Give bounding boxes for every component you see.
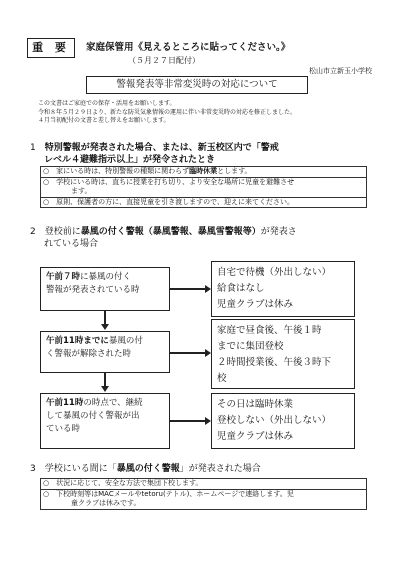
page-title: 警報発表等非常変災時の対応について	[86, 76, 308, 94]
down-arrow-icon	[101, 386, 109, 392]
section1-heading-b: 新玉校区内で「警戒	[197, 143, 279, 153]
case2-result: 家庭で昼食後、午後１時 までに集団登校 ２時間授業後、午後３時下 校	[211, 319, 355, 389]
section3-number: 3	[30, 464, 36, 474]
arrow	[170, 420, 208, 422]
issue-date: （５月２７日配付）	[128, 56, 200, 65]
case2-condition: 午前11時までに暴風の付 く警報が解除された時	[40, 331, 170, 373]
case3-condition: 午前11時の時点で、継続 して暴風の付く警報が出 ている時	[40, 393, 170, 449]
down-line	[104, 373, 106, 387]
section3-bullets	[40, 478, 367, 510]
section1-heading	[30, 142, 279, 166]
down-arrow-icon	[101, 324, 109, 330]
section1-heading-a: 特別警報が発表された場合、または、	[44, 143, 198, 153]
case1-condition: 午前７時に暴風の付く 警報が発表されている時	[40, 267, 170, 311]
section2-number: 2	[30, 227, 36, 237]
important-label: 重 要	[27, 38, 75, 58]
document-title: 家庭保管用《見えるところに貼ってください。》	[86, 42, 291, 53]
list-item: ○ 学校にいる時は、直ちに授業を打ち切り、より安全な場所に児童を避難させ ます。	[41, 177, 366, 197]
down-line	[104, 311, 106, 325]
section1-bullets	[40, 166, 367, 208]
list-item: ○ 状況に応じて、安全な方法で集団下校します。	[43, 479, 203, 487]
section1-number: 1	[30, 143, 36, 153]
intro-text	[38, 100, 296, 126]
arrow	[170, 352, 208, 354]
section3-heading: 3 学校にいる間に「暴風の付く警報」が発表された場合	[30, 464, 261, 474]
list-item: ○ 原則、保護者の方に、直接児童を引き渡しますので、迎えに来てください。	[41, 197, 366, 208]
intro-line: この文書はご家庭での保存・活用をお願いします。	[38, 100, 176, 107]
school-name: 松山市立新玉小学校	[309, 67, 372, 75]
list-item: ○ 家にいる時は、特別警報の種類に関わらず臨時休業とします。	[43, 167, 252, 175]
case3-result: その日は臨時休業 登校しない（外出しない） 児童クラブは休み	[211, 393, 355, 449]
list-item: ○ 下校時刻等はMACメールやtetoru(テトル)、ホームページで連絡します。児 童クラブは休みです。	[41, 489, 366, 509]
section2-heading: 2 登校前に暴風の付く警報（暴風警報、暴風雪警報等）が発表さ れている場合	[30, 227, 297, 249]
intro-line: ４月当初配付の文書と差し替えをお願いします。	[38, 117, 170, 124]
section1-heading-line2: レベル４避難指示以上」が発令されたとき	[44, 155, 216, 165]
case1-result: 自宅で待機（外出しない） 給食はなし 児童クラブは休み	[211, 261, 355, 317]
arrow	[170, 288, 208, 290]
intro-line: 令和８年５月２９日より、新たな防災気象情報の運用に伴い非常変災時の対応を修正しました。	[38, 108, 297, 116]
